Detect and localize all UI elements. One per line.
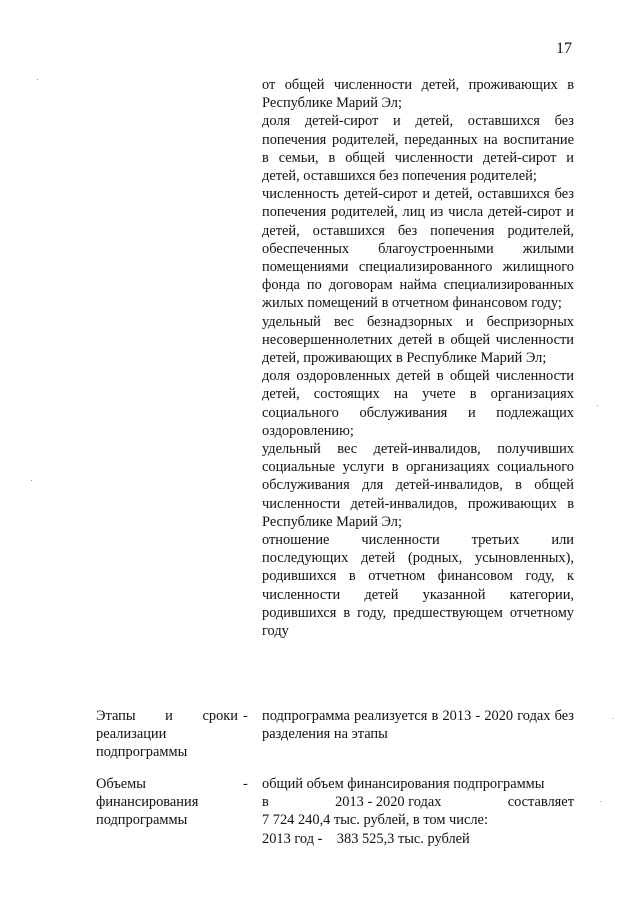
financing-total-line: 7 724 240,4 тыс. рублей, в том числе: <box>262 812 488 829</box>
indicator-paragraph: доля оздоровленных детей в общей численности детей, состоящих на учете в организациях социального обслуживания и подлежащих оздоровлению; <box>262 368 574 439</box>
financing-label: Объемы финансирования подпрограммы <box>96 776 199 829</box>
financing-period-line <box>262 793 574 811</box>
financing-period-prefix: в <box>262 794 269 811</box>
scan-speck <box>37 79 38 80</box>
financing-period-verb: составляет <box>507 794 574 811</box>
stages-dash: - <box>243 708 248 724</box>
scan-speck <box>612 718 613 719</box>
indicator-paragraph: от общей численности детей, проживающих в Республике Марий Эл; <box>262 77 574 112</box>
page-number: 17 <box>556 40 572 57</box>
continuation-text <box>262 76 574 640</box>
scan-speck <box>31 480 32 481</box>
scan-speck <box>597 405 598 406</box>
financing-line: общий объем финансирования подпрограммы <box>262 776 545 792</box>
stages-label: Этапы и сроки реализации подпрограммы <box>96 708 238 761</box>
financing-year-line: 2013 год - 383 525,3 тыс. рублей <box>262 830 470 847</box>
indicator-paragraph: отношение численности третьих или последующих детей (родных, усыновленных), родившихся в отчетном финансовом году, к численности детей указанной категории, родившихся в году, предшествующем отчетному году <box>262 532 574 640</box>
stages-value: подпрограмма реализуется в 2013 - 2020 годах без разделения на этапы <box>262 708 574 743</box>
indicator-paragraph: удельный вес детей-инвалидов, получивших социальные услуги в организациях социального обслуживания для детей-инвалидов, в общей численности детей-инвалидов, проживающих в Республике Марий Эл; <box>262 441 574 530</box>
financing-value <box>262 775 574 848</box>
financing-dash: - <box>243 776 248 792</box>
indicator-paragraph: удельный вес безнадзорных и беспризорных несовершеннолетних детей в общей численности детей, проживающих в Республике Марий Эл; <box>262 313 574 367</box>
indicator-paragraph: доля детей-сирот и детей, оставшихся без попечения родителей, переданных на воспитание в семьи, в общей численности детей-сирот и детей, оставшихся без попечения родителей; <box>262 113 574 185</box>
indicator-paragraph: численность детей-сирот и детей, оставшихся без попечения родителей, лиц из числа детей-сирот и детей, оставшихся без попечения родителей, обеспеченных благоустроенными жилыми помещениями специализированного жилищного фонда по договорам найма специализированных жилых помещений в отчетном финансовом году; <box>262 186 574 312</box>
scan-speck <box>600 801 601 802</box>
financing-period-years: 2013 - 2020 годах <box>335 794 442 811</box>
